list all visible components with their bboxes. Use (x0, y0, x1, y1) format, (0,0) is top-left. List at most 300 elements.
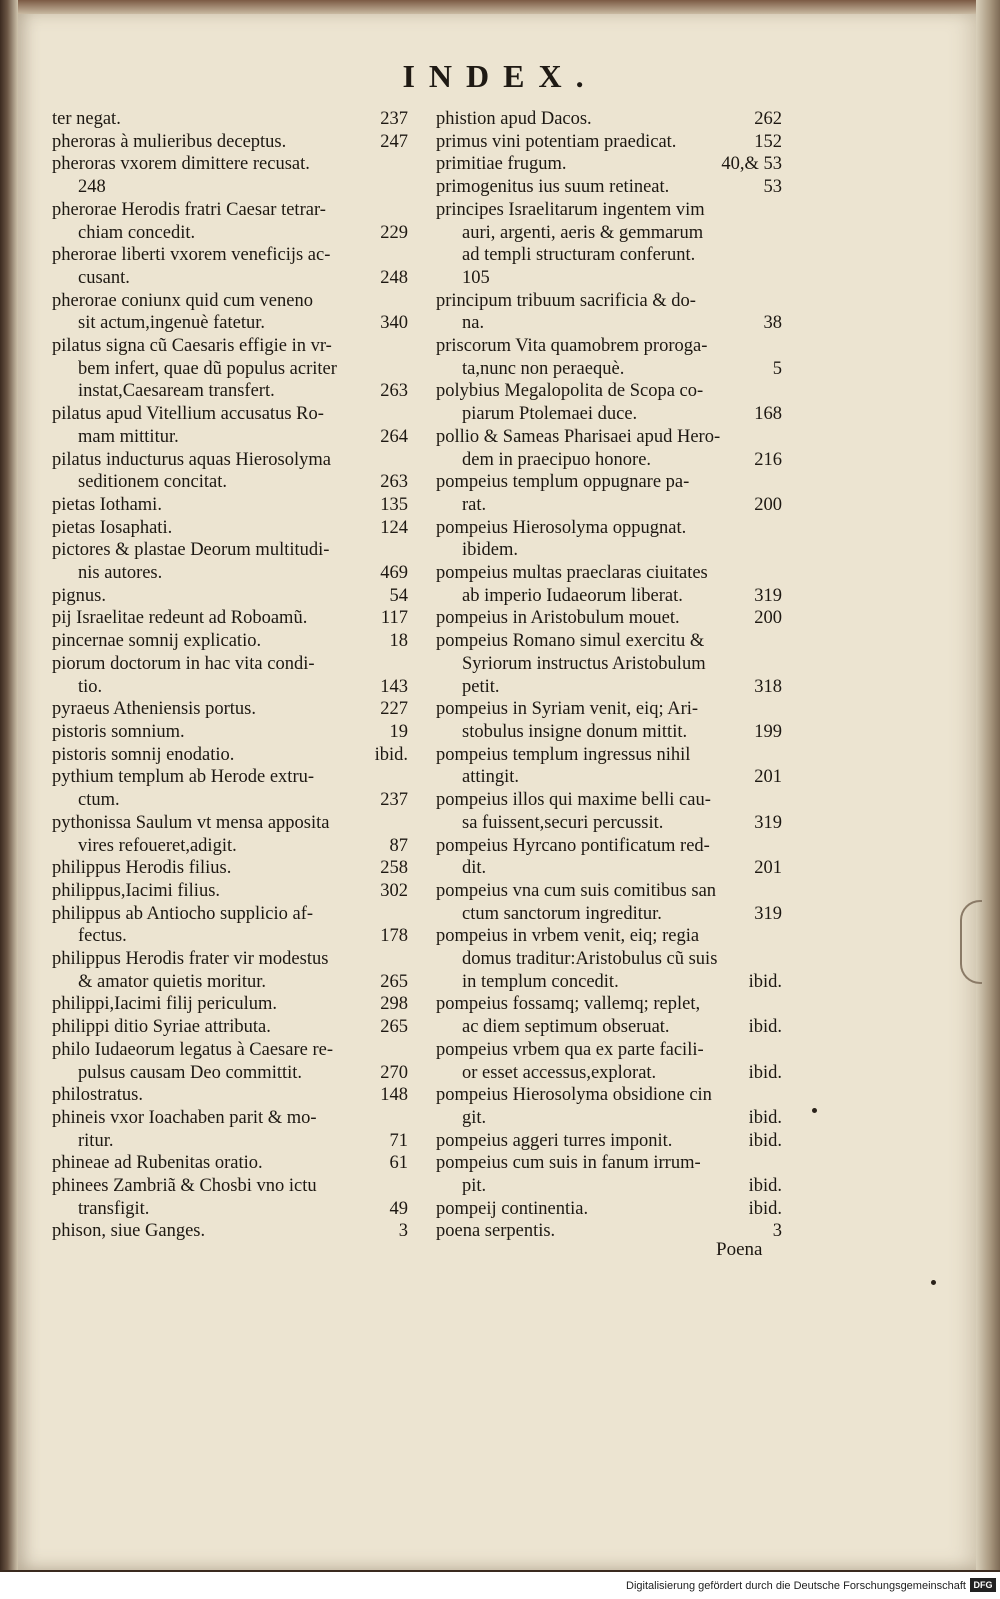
index-entry-line (52, 494, 408, 517)
index-entry (52, 744, 408, 767)
index-entry (436, 1130, 782, 1153)
index-entry-line (52, 358, 408, 381)
index-entry-line (52, 267, 408, 290)
index-entry (436, 630, 782, 698)
index-entry-line (436, 971, 782, 994)
page-edge (976, 0, 1000, 1570)
page-reference: ibid. (374, 744, 408, 765)
entry-text: seditionem concitat. (78, 472, 227, 493)
index-entry-line (52, 426, 408, 449)
entry-text: petit. (462, 676, 500, 697)
index-entry-line (436, 222, 782, 245)
page-reference: 265 (380, 1017, 408, 1038)
index-entry-line (52, 993, 408, 1016)
entry-text: principum tribuum sacrificia & do- (436, 290, 696, 311)
index-entry (52, 1107, 408, 1152)
entry-text: fectus. (78, 926, 127, 947)
entry-text: pistoris somnium. (52, 721, 185, 742)
index-entry-line (436, 766, 782, 789)
entry-text: pompeius vrbem qua ex parte facili- (436, 1039, 704, 1060)
entry-text: pompeius aggeri turres imponit. (436, 1130, 673, 1151)
page-reference: 117 (380, 608, 408, 629)
index-entry (52, 494, 408, 517)
entry-text: philippus Herodis frater vir modestus (52, 949, 329, 970)
index-entry-line (52, 835, 408, 858)
page-reference: 124 (380, 517, 408, 538)
index-entry-line (52, 971, 408, 994)
index-entry (52, 766, 408, 811)
entry-text: sit actum,ingenuè fatetur. (78, 313, 265, 334)
page-reference: 61 (389, 1153, 408, 1174)
index-entry-line (52, 131, 408, 154)
entry-text: sa fuissent,securi percussit. (462, 812, 664, 833)
index-entry-line (52, 1039, 408, 1062)
entry-text: attingit. (462, 767, 520, 788)
index-entry-line (436, 131, 782, 154)
index-entry-line (436, 244, 782, 267)
index-entry-line (52, 585, 408, 608)
index-entry-line (436, 903, 782, 926)
index-entry-line (436, 1152, 782, 1175)
entry-text: pheroras vxorem dimittere recusat. (52, 154, 310, 175)
entry-text: philippi ditio Syriae attributa. (52, 1017, 271, 1038)
index-entry-line (436, 312, 782, 335)
index-entry-line (52, 471, 408, 494)
entry-text: pythium templum ab Herode extru- (52, 767, 315, 788)
page-clip (960, 900, 982, 984)
index-entry-line (52, 948, 408, 971)
entry-text: pilatus inducturus aquas Hierosolyma (52, 449, 331, 470)
entry-text: or esset accessus,explorat. (462, 1062, 657, 1083)
index-entry-line (436, 403, 782, 426)
index-entry (436, 607, 782, 630)
entry-text: pherorae liberti vxorem veneficijs ac- (52, 245, 331, 266)
index-entry-line (52, 335, 408, 358)
page-reference: 200 (754, 494, 782, 515)
entry-text: principes Israelitarum ingentem vim (436, 199, 705, 220)
entry-text: phineis vxor Ioachaben parit & mo- (52, 1107, 317, 1128)
index-entry (436, 698, 782, 743)
entry-text: poena serpentis. (436, 1221, 556, 1242)
entry-text: pompeius Romano simul exercitu & (436, 631, 705, 652)
entry-text: pompeius in vrbem venit, eiq; regia (436, 926, 700, 947)
index-entry (52, 1039, 408, 1084)
entry-text: pulsus causam Deo committit. (78, 1062, 303, 1083)
page-reference: 216 (754, 449, 782, 470)
entry-text: pyraeus Atheniensis portus. (52, 699, 256, 720)
page-reference: ibid. (748, 1130, 782, 1151)
index-entry-line (436, 562, 782, 585)
index-entry (52, 1175, 408, 1220)
index-entry-line (52, 1220, 408, 1243)
index-entry-line (436, 1039, 782, 1062)
entry-text: pij Israelitae redeunt ad Roboamũ. (52, 608, 308, 629)
entry-text: pompeius Hierosolyma obsidione cin (436, 1085, 712, 1106)
index-entry (52, 517, 408, 540)
index-entry-line (436, 1107, 782, 1130)
entry-text: 105 (462, 267, 490, 288)
index-entry-line (52, 1198, 408, 1221)
index-entry (52, 903, 408, 948)
index-entry-line (52, 176, 408, 199)
entry-text: auri, argenti, aeris & gemmarum (462, 222, 704, 243)
entry-text: pythonissa Saulum vt mensa apposita (52, 812, 330, 833)
page-reference: 200 (754, 608, 782, 629)
index-entry-line (436, 1175, 782, 1198)
index-entry (52, 993, 408, 1016)
entry-text: philo Iudaeorum legatus à Caesare re- (52, 1039, 333, 1060)
page-reference: 302 (380, 880, 408, 901)
page-reference: 168 (754, 404, 782, 425)
entry-text: piarum Ptolemaei duce. (462, 404, 638, 425)
page-reference: 263 (380, 472, 408, 493)
index-entry (436, 176, 782, 199)
index-entry-line (52, 903, 408, 926)
entry-text: ctum sanctorum ingreditur. (462, 903, 662, 924)
entry-text: pompeius multas praeclaras ciuitates (436, 563, 708, 584)
index-entry (52, 449, 408, 494)
page-reference: 469 (380, 563, 408, 584)
entry-text: pictores & plastae Deorum multitudi- (52, 540, 330, 561)
page-reference: ibid. (748, 1198, 782, 1219)
right-index-column (436, 108, 782, 1243)
entry-text: pompeius in Aristobulum mouet. (436, 608, 680, 629)
index-entry (52, 721, 408, 744)
index-entry (52, 153, 408, 198)
index-entry-line (52, 925, 408, 948)
entry-text: 248 (78, 177, 106, 198)
entry-text: mam mittitur. (78, 426, 179, 447)
index-entry-line (52, 607, 408, 630)
index-entry-line (436, 153, 782, 176)
index-entry (52, 880, 408, 903)
entry-text: philippus Herodis filius. (52, 858, 232, 879)
index-entry (52, 812, 408, 857)
entry-text: in templum concedit. (462, 971, 619, 992)
index-entry-line (52, 539, 408, 562)
entry-text: pilatus apud Vitellium accusatus Ro- (52, 404, 324, 425)
index-entry-line (52, 380, 408, 403)
page-reference: 265 (380, 971, 408, 992)
page-reference: 237 (380, 790, 408, 811)
index-entry (52, 244, 408, 289)
entry-text: dit. (462, 858, 487, 879)
index-entry (436, 925, 782, 993)
index-entry-line (52, 199, 408, 222)
catchword: Poena (716, 1239, 763, 1260)
entry-text: transfigit. (78, 1198, 150, 1219)
entry-text: dem in praecipuo honore. (462, 449, 652, 470)
entry-text: pietas Iothami. (52, 494, 162, 515)
index-entry-line (52, 857, 408, 880)
index-entry-line (436, 358, 782, 381)
entry-text: polybius Megalopolita de Scopa co- (436, 381, 704, 402)
index-entry-line (52, 562, 408, 585)
page-reference: 248 (380, 267, 408, 288)
page-reference: 148 (380, 1085, 408, 1106)
index-entry-line (52, 312, 408, 335)
index-entry-line (52, 403, 408, 426)
page-reference: 229 (380, 222, 408, 243)
page-reference: ibid. (748, 971, 782, 992)
page-reference: 270 (380, 1062, 408, 1083)
footer-bar (0, 1572, 1000, 1599)
page-reference: 319 (754, 812, 782, 833)
page-reference: 54 (389, 585, 408, 606)
index-entry (52, 948, 408, 993)
page-reference: ibid. (748, 1017, 782, 1038)
entry-text: ta,nunc non peraequè. (462, 358, 625, 379)
index-entry-line (436, 1084, 782, 1107)
entry-text: cusant. (78, 267, 130, 288)
index-entry (436, 1198, 782, 1221)
index-entry (436, 993, 782, 1038)
page-reference: 262 (754, 109, 782, 129)
index-entry-line (436, 607, 782, 630)
entry-text: ad templi structuram conferunt. (462, 245, 696, 266)
index-entry (52, 585, 408, 608)
entry-text: pompeius illos qui maxime belli cau- (436, 790, 711, 811)
page-reference: ibid. (748, 1107, 782, 1128)
entry-text: pompeius templum oppugnare pa- (436, 472, 690, 493)
entry-text: bem infert, quae dũ populus acriter (78, 358, 337, 379)
page-reference: 318 (754, 676, 782, 697)
index-entry-line (436, 449, 782, 472)
page-reference: 201 (754, 858, 782, 879)
index-entry-line (436, 1198, 782, 1221)
footer-credit: Digitalisierung gefördert durch die Deutsche Forschungsgemeinschaft (626, 1580, 966, 1592)
index-entry (436, 835, 782, 880)
index-entry-line (52, 653, 408, 676)
entry-text: pompeius templum ingressus nihil (436, 744, 691, 765)
index-entry-line (436, 517, 782, 540)
index-entry (436, 108, 782, 131)
index-entry-line (52, 766, 408, 789)
entry-text: Syriorum instructus Aristobulum (462, 653, 706, 674)
entry-text: instat,Caesaream transfert. (78, 381, 275, 402)
index-entry (436, 880, 782, 925)
entry-text: chiam concedit. (78, 222, 196, 243)
entry-text: git. (462, 1107, 487, 1128)
index-entry (52, 1084, 408, 1107)
entry-text: pompeius Hyrcano pontificatum red- (436, 835, 710, 856)
index-entry-line (52, 1175, 408, 1198)
entry-text: rat. (462, 494, 487, 515)
entry-text: phineae ad Rubenitas oratio. (52, 1153, 263, 1174)
index-entry-line (436, 290, 782, 313)
index-entry (436, 153, 782, 176)
index-entry-line (436, 585, 782, 608)
index-entry-line (52, 744, 408, 767)
index-entry-line (52, 290, 408, 313)
ink-speck (931, 1280, 936, 1285)
entry-text: philippus ab Antiocho supplicio af- (52, 903, 314, 924)
entry-text: tio. (78, 676, 103, 697)
index-entry (436, 789, 782, 834)
index-entry-line (436, 835, 782, 858)
entry-text: ibidem. (462, 540, 519, 561)
index-entry (436, 744, 782, 789)
entry-text: pollio & Sameas Pharisaei apud Hero- (436, 426, 721, 447)
index-entry-line (52, 449, 408, 472)
index-entry-line (436, 471, 782, 494)
index-entry-line (52, 1107, 408, 1130)
index-entry (52, 199, 408, 244)
entry-text: nis autores. (78, 563, 163, 584)
index-entry (52, 698, 408, 721)
entry-text: primogenitus ius suum retineat. (436, 177, 670, 198)
index-entry-line (52, 880, 408, 903)
index-entry (436, 199, 782, 290)
index-entry-line (436, 948, 782, 971)
index-entry-line (436, 1130, 782, 1153)
page-reference: 40,& 53 (721, 154, 782, 175)
page-reference: 19 (389, 721, 408, 742)
index-entry-line (436, 380, 782, 403)
index-entry-line (52, 108, 408, 131)
entry-text: pistoris somnij enodatio. (52, 744, 235, 765)
index-entry (52, 539, 408, 584)
page-reference: 178 (380, 926, 408, 947)
page-reference: 258 (380, 858, 408, 879)
index-entry-line (436, 721, 782, 744)
entry-text: pompeius cum suis in fanum irrum- (436, 1153, 701, 1174)
index-entry (436, 335, 782, 380)
ink-speck (812, 1108, 817, 1113)
page-reference: 152 (754, 131, 782, 152)
index-entry (52, 630, 408, 653)
entry-text: pherorae coniunx quid cum veneno (52, 290, 313, 311)
index-entry-line (436, 789, 782, 812)
index-entry-line (52, 153, 408, 176)
index-entry-line (52, 812, 408, 835)
entry-text: priscorum Vita quamobrem proroga- (436, 336, 708, 357)
page-reference: 340 (380, 313, 408, 334)
index-entry-line (436, 426, 782, 449)
page-reference: 319 (754, 903, 782, 924)
entry-text: pheroras à mulieribus deceptus. (52, 131, 287, 152)
entry-text: ter negat. (52, 109, 121, 129)
index-entry-line (436, 630, 782, 653)
index-entry-line (436, 880, 782, 903)
index-entry-line (52, 676, 408, 699)
index-entry (436, 471, 782, 516)
index-entry-line (436, 698, 782, 721)
index-entry-line (436, 494, 782, 517)
entry-text: piorum doctorum in hac vita condi- (52, 653, 315, 674)
index-entry-line (436, 744, 782, 767)
entry-text: phison, siue Ganges. (52, 1221, 206, 1242)
index-entry (436, 1152, 782, 1197)
entry-text: pietas Iosaphati. (52, 517, 173, 538)
page-reference: 38 (763, 313, 782, 334)
index-entry (52, 1220, 408, 1243)
index-entry-line (52, 517, 408, 540)
index-entry-line (436, 812, 782, 835)
entry-text: philippi,Iacimi filij periculum. (52, 994, 278, 1015)
entry-text: pompeius Hierosolyma oppugnat. (436, 517, 687, 538)
entry-text: ac diem septimum obseruat. (462, 1017, 670, 1038)
entry-text: pompeius fossamq; vallemq; replet, (436, 994, 701, 1015)
index-entry (52, 857, 408, 880)
index-entry (436, 1084, 782, 1129)
index-entry-line (436, 108, 782, 131)
entry-text: phinees Zambriã & Chosbi vno ictu (52, 1176, 317, 1197)
index-entry-line (52, 789, 408, 812)
index-entry-line (436, 199, 782, 222)
index-entry-line (52, 698, 408, 721)
index-entry (52, 653, 408, 698)
page-reference: 263 (380, 381, 408, 402)
entry-text: & amator quietis moritur. (78, 971, 267, 992)
entry-text: pit. (462, 1176, 487, 1197)
page-reference: 201 (754, 767, 782, 788)
index-entry (436, 426, 782, 471)
entry-text: pilatus signa cũ Caesaris effigie in vr- (52, 336, 332, 357)
index-entry-line (52, 1084, 408, 1107)
page-reference: 87 (389, 835, 408, 856)
index-entry-line (436, 1062, 782, 1085)
top-edge (0, 0, 1000, 14)
index-entry (52, 290, 408, 335)
entry-text: primus vini potentiam praedicat. (436, 131, 677, 152)
page-reference: 3 (398, 1221, 408, 1242)
index-entry-line (436, 653, 782, 676)
page-reference: 237 (380, 109, 408, 129)
entry-text: ctum. (78, 790, 120, 811)
page-reference: 18 (389, 631, 408, 652)
index-entry-line (52, 630, 408, 653)
page-reference: 199 (754, 721, 782, 742)
entry-text: primitiae frugum. (436, 154, 567, 175)
index-entry (436, 380, 782, 425)
entry-text: na. (462, 313, 485, 334)
index-entry-line (436, 267, 782, 290)
page-reference: 319 (754, 585, 782, 606)
index-entry (52, 403, 408, 448)
index-entry (436, 517, 782, 562)
page-reference: 227 (380, 699, 408, 720)
page-reference: 264 (380, 426, 408, 447)
page-reference: 49 (389, 1198, 408, 1219)
index-entry (436, 1039, 782, 1084)
index-entry (52, 1152, 408, 1175)
page-reference: 135 (380, 494, 408, 515)
page-reference: 71 (389, 1130, 408, 1151)
index-entry (436, 562, 782, 607)
index-entry-line (52, 222, 408, 245)
entry-text: philostratus. (52, 1085, 143, 1106)
page-reference: 5 (772, 358, 782, 379)
index-entry-line (52, 721, 408, 744)
entry-text: phistion apud Dacos. (436, 109, 592, 129)
index-entry (436, 131, 782, 154)
index-entry-line (436, 539, 782, 562)
page-reference: 3 (772, 1221, 782, 1242)
entry-text: pompeij continentia. (436, 1198, 589, 1219)
index-entry-line (436, 857, 782, 880)
entry-text: pompeius vna cum suis comitibus san (436, 880, 717, 901)
page-reference: ibid. (748, 1062, 782, 1083)
left-index-column (52, 108, 408, 1243)
index-entry (52, 108, 408, 131)
index-entry-line (436, 925, 782, 948)
page-title: INDEX. (402, 58, 598, 94)
page-reference: 247 (380, 131, 408, 152)
index-entry-line (52, 1016, 408, 1039)
index-entry (52, 335, 408, 403)
index-entry-line (436, 676, 782, 699)
